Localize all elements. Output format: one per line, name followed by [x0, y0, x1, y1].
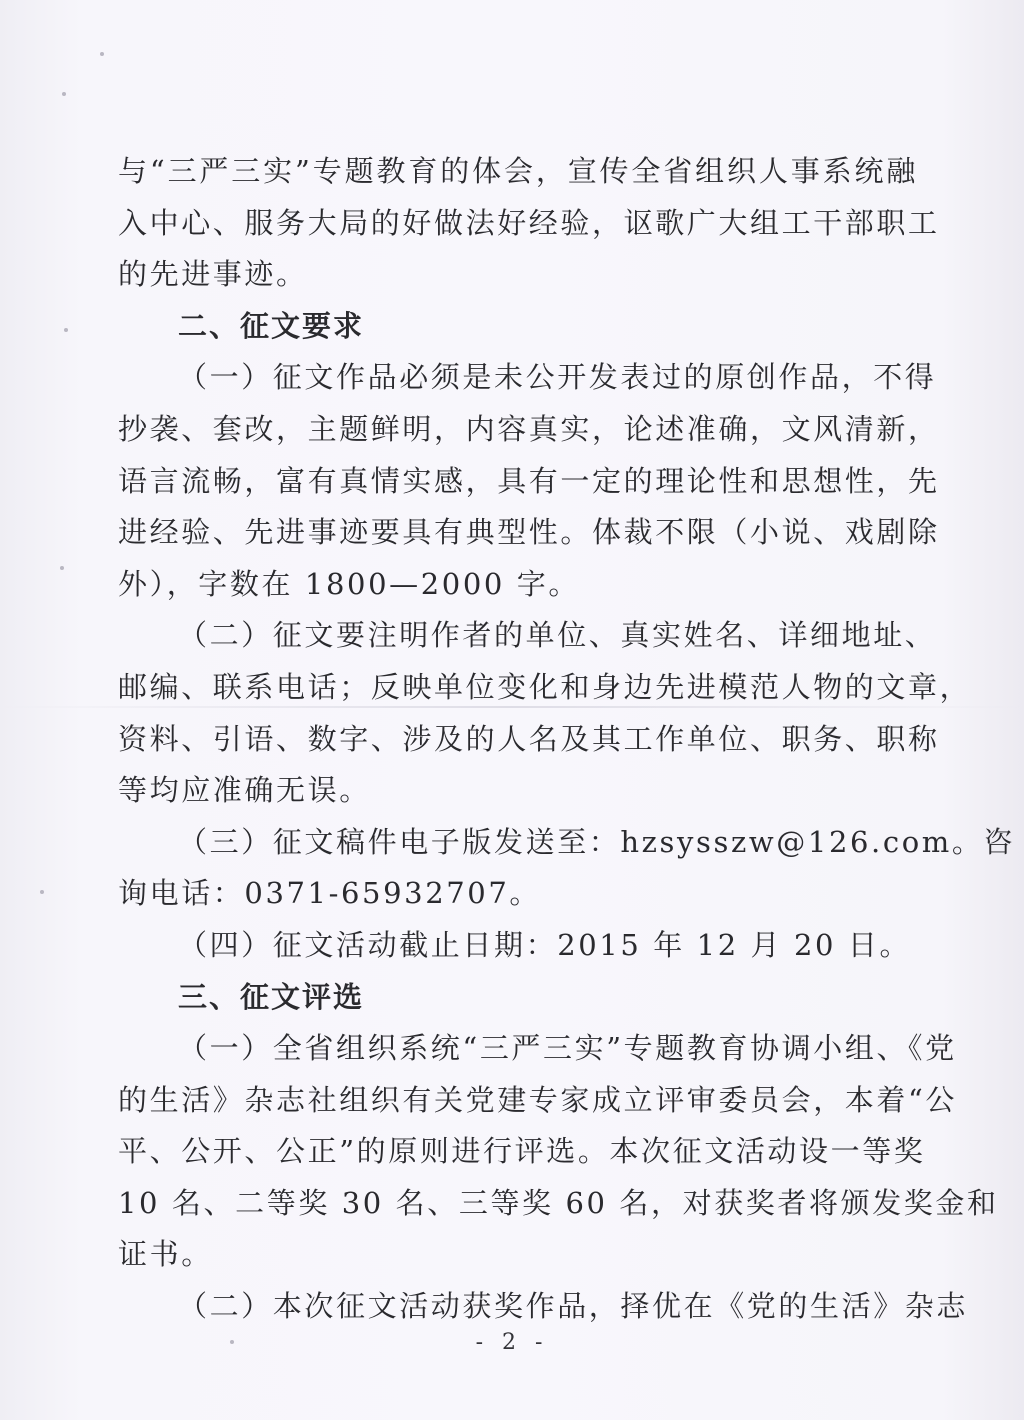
scan-speck	[62, 92, 66, 96]
body-line: 外），字数在 1800—2000 字。	[118, 566, 580, 601]
body-line: 资料、引语、数字、涉及的人名及其工作单位、职务、职称	[118, 721, 940, 756]
scan-speck	[40, 890, 44, 894]
body-line: 邮编、联系电话；反映单位变化和身边先进模范人物的文章，	[118, 669, 972, 704]
document-body	[118, 146, 1016, 1333]
body-line: 的先进事迹。	[118, 257, 308, 292]
body-line: （二）征文要注明作者的单位、真实姓名、详细地址、	[178, 618, 937, 653]
body-line: 入中心、服务大局的好做法好经验，讴歌广大组工干部职工	[118, 205, 940, 240]
body-line: 证书。	[118, 1237, 213, 1272]
body-line: 抄袭、套改，主题鲜明，内容真实，论述准确，文风清新，	[118, 411, 940, 446]
body-line: 进经验、先进事迹要具有典型性。体裁不限（小说、戏剧除	[118, 515, 940, 550]
body-line: 询电话：0371-65932707。	[118, 876, 542, 911]
scan-speck	[64, 328, 68, 332]
body-line: 等均应准确无误。	[118, 773, 371, 808]
body-line: 平、公开、公正”的原则进行评选。本次征文活动设一等奖	[118, 1134, 926, 1169]
page-number: - 2 -	[475, 1330, 549, 1355]
body-line: 语言流畅，富有真情实感，具有一定的理论性和思想性，先	[118, 463, 940, 498]
section-heading: 二、征文要求	[178, 308, 365, 343]
body-line: （一）征文作品必须是未公开发表过的原创作品，不得	[178, 360, 937, 395]
body-line: （一）全省组织系统“三严三实”专题教育协调小组、《党	[178, 1031, 957, 1066]
body-line: 的生活》杂志社组织有关党建专家成立评审委员会，本着“公	[118, 1082, 958, 1117]
body-line: （三）征文稿件电子版发送至：hzsysszw@126.com。咨	[178, 824, 1016, 859]
body-line: 10 名、二等奖 30 名、三等奖 60 名，对获奖者将颁发奖金和	[118, 1185, 999, 1220]
body-line: 与“三严三实”专题教育的体会，宣传全省组织人事系统融	[118, 154, 918, 188]
scan-speck	[60, 566, 64, 570]
scan-speck	[100, 52, 104, 56]
body-line: （二）本次征文活动获奖作品，择优在《党的生活》杂志	[178, 1289, 969, 1324]
body-line: （四）征文活动截止日期：2015 年 12 月 20 日。	[178, 927, 912, 962]
section-heading: 三、征文评选	[178, 979, 365, 1014]
